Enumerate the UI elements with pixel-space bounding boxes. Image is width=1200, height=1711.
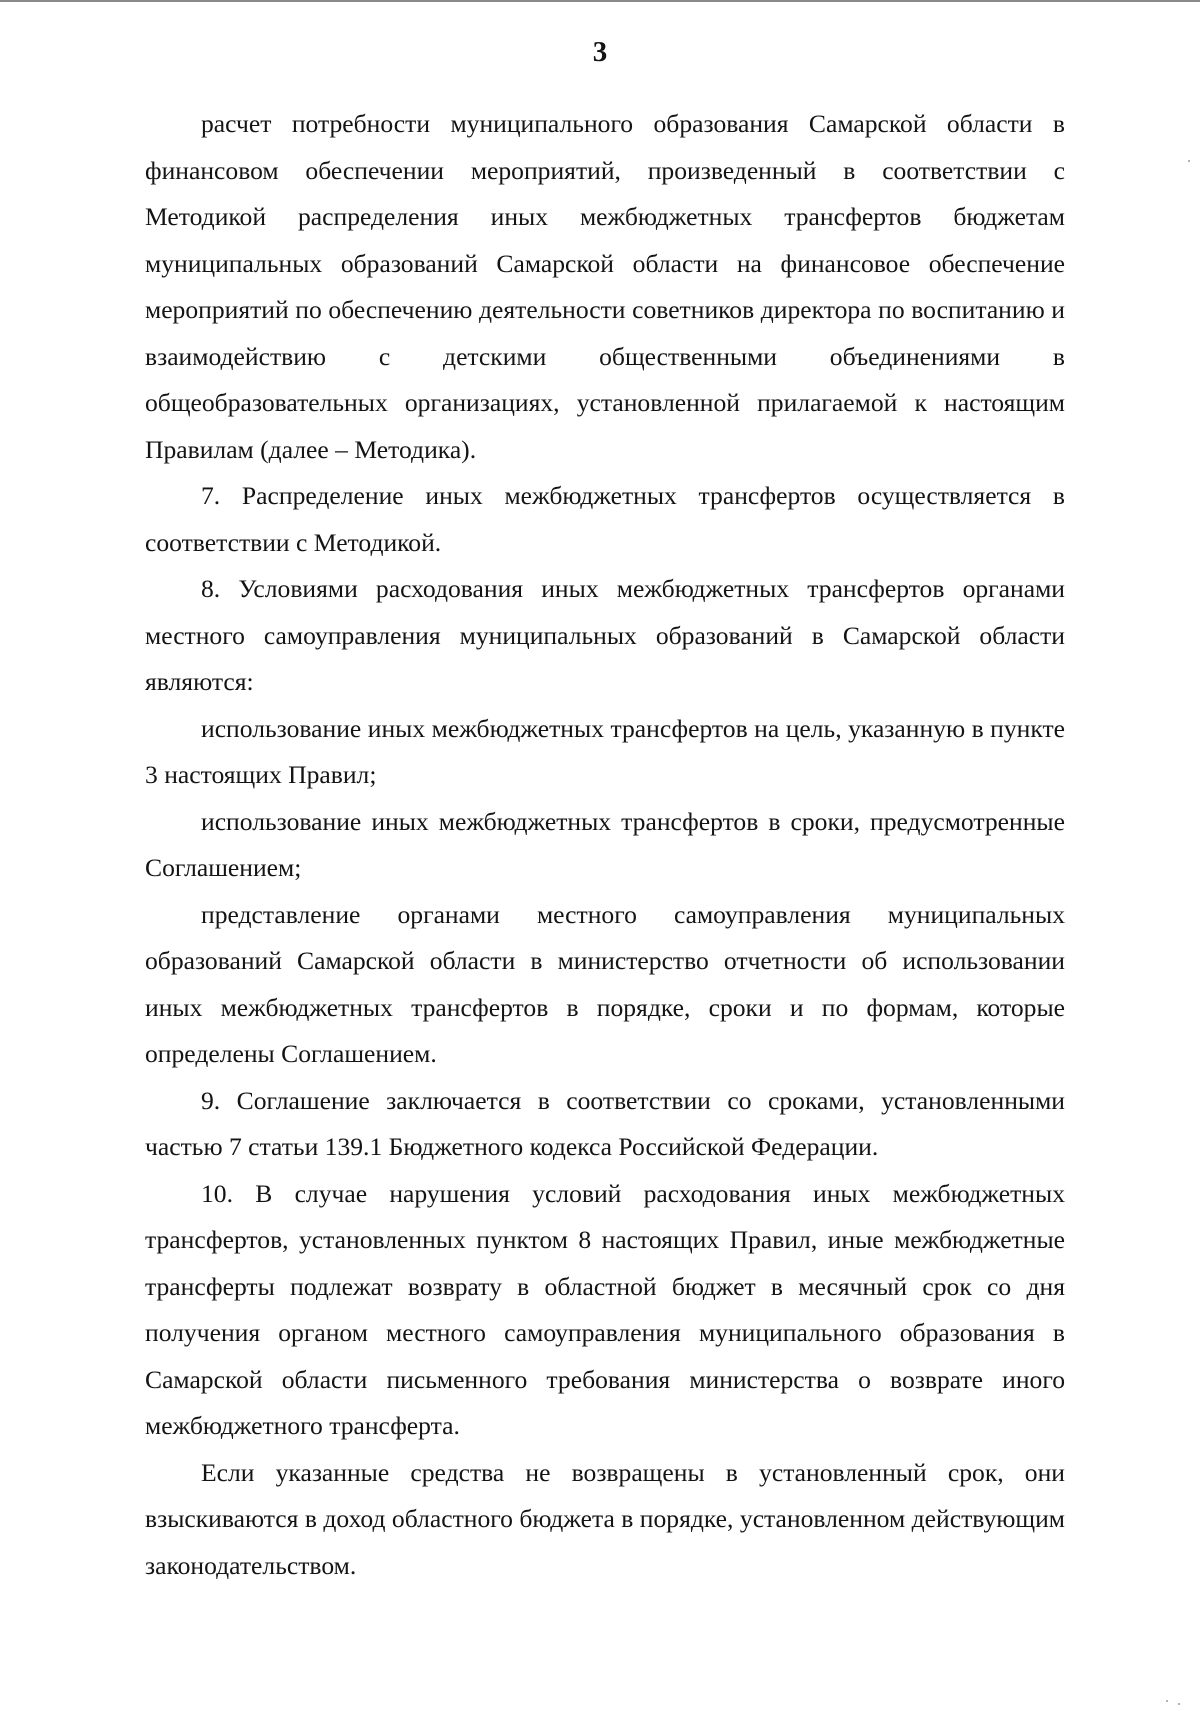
document-body <box>145 101 1065 1589</box>
paragraph-item-10: 10. В случае нарушения условий расходования иных межбюджетных трансфертов, установленных пунктом 8 настоящих Правил, иные межбюджетные трансферты подлежат возврату в областной бюджет в месячный срок со дня получения органом местного самоуправления муниципального образования в Самарской области письменного требования министерства о возврате иного межбюджетного трансферта. <box>145 1178 1065 1440</box>
paragraph-item-8: 8. Условиями расходования иных межбюджетных трансфертов органами местного самоуправления муниципальных образований в Самарской области являются: <box>145 574 1065 696</box>
paragraph-condition-terms: использование иных межбюджетных трансфертов в сроки, предусмотренные Соглашением; <box>145 806 1065 882</box>
scan-speck <box>1166 1700 1168 1702</box>
paragraph-condition-purpose: использование иных межбюджетных трансфертов на цель, указанную в пункте 3 настоящих Правил; <box>145 713 1065 789</box>
paragraph-methodology-calc: расчет потребности муниципального образования Самарской области в финансовом обеспечении мероприятий, произведенный в соответствии с Методикой распределения иных межбюджетных трансфертов бюджетам муниципальных образований Самарской области на финансовое обеспечение мероприятий по обеспечению деятельности советников директора по воспитанию и взаимодействию с детскими общественными объединениями в общеобразовательных организациях, установленной прилагаемой к настоящим Правилам (далее – Методика). <box>145 109 1065 464</box>
scan-speck <box>1188 160 1190 162</box>
page-number: 3 <box>592 36 608 68</box>
scan-speck <box>1178 1703 1180 1705</box>
scan-top-edge <box>0 0 1200 2</box>
paragraph-item-9: 9. Соглашение заключается в соответствии со сроками, установленными частью 7 статьи 139.1 Бюджетного кодекса Российской Федерации. <box>145 1085 1065 1161</box>
paragraph-recovery: Если указанные средства не возвращены в установленный срок, они взыскиваются в доход областного бюджета в порядке, установленном действующим законодательством. <box>145 1457 1065 1580</box>
paragraph-condition-reporting: представление органами местного самоуправления муниципальных образований Самарской области в министерство отчетности об использовании иных межбюджетных трансфертов в порядке, сроки и по формам, которые определены Соглашением. <box>145 899 1065 1068</box>
paragraph-item-7: 7. Распределение иных межбюджетных трансфертов осуществляется в соответствии с Методикой. <box>145 481 1065 557</box>
